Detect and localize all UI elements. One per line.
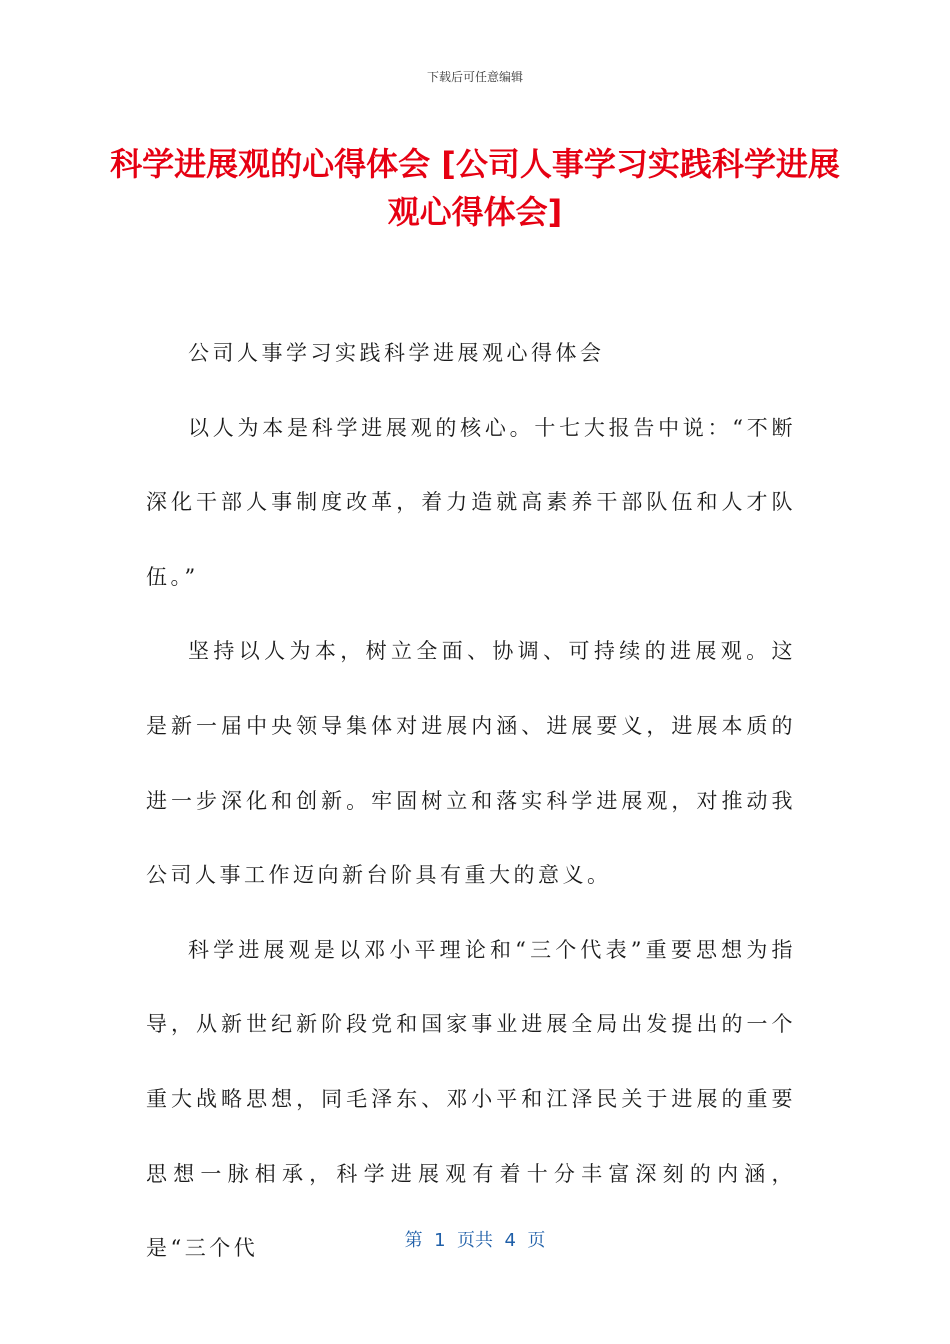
- document-title: 科学进展观的心得体会 [公司人事学习实践科学进展观心得体会]: [110, 145, 840, 231]
- document-body: [146, 316, 796, 1286]
- paragraph: 公司人事学习实践科学进展观心得体会: [188, 341, 605, 365]
- paragraph: 科学进展观是以邓小平理论和“三个代表”重要思想为指导，从新世纪新阶段党和国家事业进展全局出发提出的一个重大战略思想，同毛泽东、邓小平和江泽民关于进展的重要思想一脉相承，科学进展观有着十分丰富深刻的内涵，是“三个代: [146, 937, 796, 1261]
- paragraph: 以人为本是科学进展观的核心。十七大报告中说：“不断深化干部人事制度改革，着力造就高素养干部队伍和人才队伍。”: [146, 415, 796, 589]
- paragraph: 坚持以人为本，树立全面、协调、可持续的进展观。这是新一届中央领导集体对进展内涵、进展要义，进展本质的进一步深化和创新。牢固树立和落实科学进展观，对推动我公司人事工作迈向新台阶具有重大的意义。: [146, 639, 796, 888]
- page-header-note: 下载后可任意编辑: [426, 70, 523, 84]
- page-number: 第 1 页共 4 页: [404, 1230, 546, 1251]
